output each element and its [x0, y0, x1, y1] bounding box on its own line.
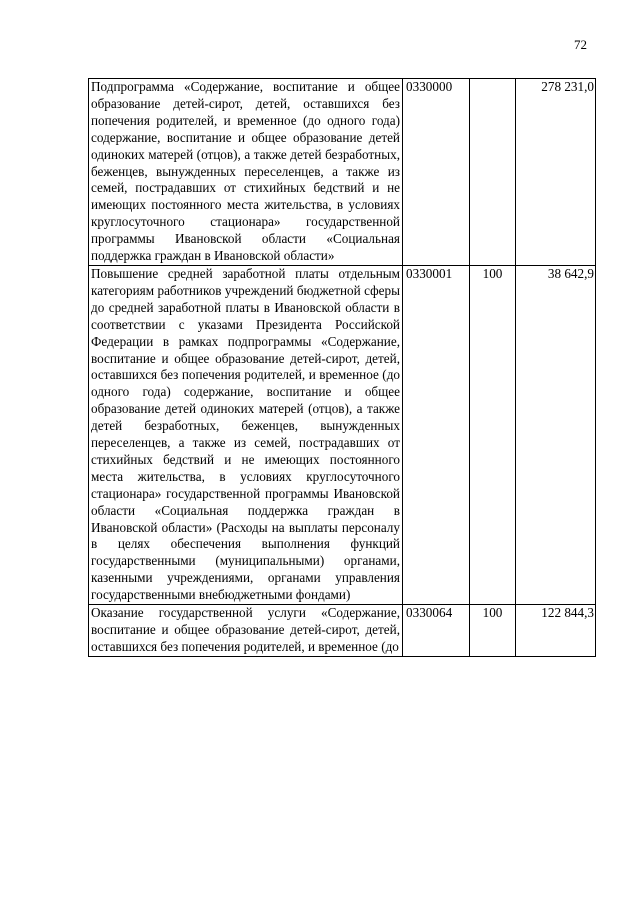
budget-table	[88, 78, 596, 657]
table-row	[89, 79, 596, 266]
table-row	[89, 605, 596, 657]
row-code: 0330064	[403, 605, 470, 657]
row-amount: 278 231,0	[516, 79, 596, 266]
row-description: Повышение средней заработной платы отдельным категориям работников учреждений бюджетной сферы до средней заработной платы в Ивановской области в соответствии с указами Президента Российской Федерации в рамках подпрограммы «Содержание, воспитание и общее образование детей-сирот, детей, оставшихся без попечения родителей, и временное (до одного года) содержание, воспитание и общее образование детей одиноких матерей (отцов), а также детей безработных, беженцев, вынужденных переселенцев, а также из семей, пострадавших от стихийных бедствий и не имеющих постоянного места жительства, в условиях круглосуточного стационара» государственной программы Ивановской области «Социальная поддержка граждан в Ивановской области» (Расходы на выплаты персоналу в целях обеспечения выполнения функций государственными (муниципальными) органами, казенными учреждениями, органами управления государственными внебюджетными фондами)	[89, 265, 403, 604]
row-expense-type: 100	[470, 265, 516, 604]
row-expense-type: 100	[470, 605, 516, 657]
row-expense-type	[470, 79, 516, 266]
page-number: 72	[574, 37, 587, 52]
row-description: Подпрограмма «Содержание, воспитание и общее образование детей-сирот, детей, оставшихся без попечения родителей, и временное (до одного года) содержание, воспитание и общее образование детей одиноких матерей (отцов), а также детей безработных, беженцев, вынужденных переселенцев, а также из семей, пострадавших от стихийных бедствий и не имеющих постоянного места жительства, в условиях круглосуточного стационара» государственной программы Ивановской области «Социальная поддержка граждан в Ивановской области»	[89, 79, 403, 266]
row-description: Оказание государственной услуги «Содержание, воспитание и общее образование детей-сирот, детей, оставшихся без попечения родителей, и временное (до	[89, 605, 403, 657]
table-row	[89, 265, 596, 604]
row-code: 0330001	[403, 265, 470, 604]
row-amount: 122 844,3	[516, 605, 596, 657]
row-amount: 38 642,9	[516, 265, 596, 604]
row-code: 0330000	[403, 79, 470, 266]
